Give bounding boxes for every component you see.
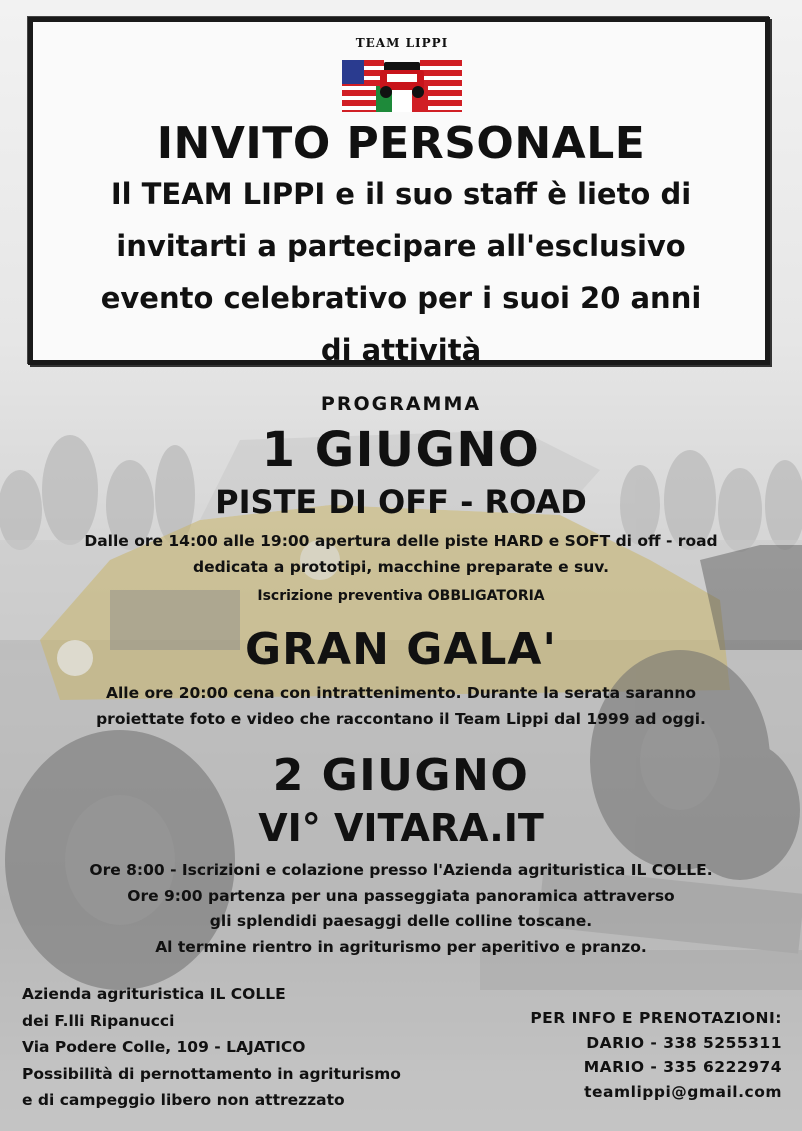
day1-date: 1 GIUGNO xyxy=(261,422,541,478)
intro-line: evento celebrativo per i suoi 20 anni xyxy=(100,281,702,315)
contact-phone-dario: DARIO - 338 5255311 xyxy=(586,1033,782,1052)
venue-line: e di campeggio libero non attrezzato xyxy=(22,1091,345,1109)
description-line: Al termine rientro in agriturismo per aperitivo e pranzo. xyxy=(155,937,647,956)
description-line: proiettate foto e video che raccontano il Team Lippi dal 1999 ad oggi. xyxy=(96,710,706,728)
venue-line: dei F.lli Ripanucci xyxy=(22,1011,175,1030)
description-line: Ore 8:00 - Iscrizioni e colazione presso l'Azienda agrituristica IL COLLE. xyxy=(89,861,713,879)
description-line: Alle ore 20:00 cena con intrattenimento. Durante la serata saranno xyxy=(105,684,697,702)
contact-info xyxy=(530,1006,782,1104)
vitara-event-title: VI° VITARA.IT xyxy=(258,806,544,850)
program-heading: PROGRAMMA xyxy=(320,393,482,415)
registration-note: Iscrizione preventiva OBBLIGATORIA xyxy=(257,588,545,604)
offroad-event-title: PISTE DI OFF - ROAD xyxy=(215,483,587,521)
offroad-event-description xyxy=(10,528,792,580)
description-line: dedicata a prototipi, macchine preparate e suv. xyxy=(192,558,610,576)
contact-email: teamlippi@gmail.com xyxy=(584,1082,782,1101)
intro-line: Il TEAM LIPPI e il suo staff è lieto di xyxy=(110,177,692,211)
gala-event-title: GRAN GALA' xyxy=(245,624,557,675)
venue-line: Possibilità di pernottamento in agriturismo xyxy=(22,1064,401,1083)
intro-line: invitarti a partecipare all'esclusivo xyxy=(116,229,686,263)
intro-line: di attività xyxy=(320,333,482,367)
vitara-event-description xyxy=(10,858,792,960)
venue-line: Via Podere Colle, 109 - LAJATICO xyxy=(22,1038,306,1056)
invitation-intro xyxy=(28,168,774,376)
page-title: INVITO PERSONALE xyxy=(156,118,646,169)
description-line: Dalle ore 14:00 alle 19:00 apertura delle piste HARD e SOFT di off - road xyxy=(84,532,718,550)
venue-address xyxy=(22,981,401,1114)
description-line: gli splendidi paesaggi delle colline toscane. xyxy=(209,912,593,930)
contact-heading: PER INFO E PRENOTAZIONI: xyxy=(530,1009,782,1027)
gala-event-description xyxy=(10,680,792,732)
venue-line: Azienda agrituristica IL COLLE xyxy=(22,985,286,1003)
logo-text: TEAM LIPPI xyxy=(355,36,449,50)
day2-date: 2 GIUGNO xyxy=(272,750,530,801)
description-line: Ore 9:00 partenza per una passeggiata panoramica attraverso xyxy=(127,886,675,905)
team-lippi-logo xyxy=(340,36,464,114)
contact-phone-mario: MARIO - 335 6222974 xyxy=(583,1058,782,1076)
